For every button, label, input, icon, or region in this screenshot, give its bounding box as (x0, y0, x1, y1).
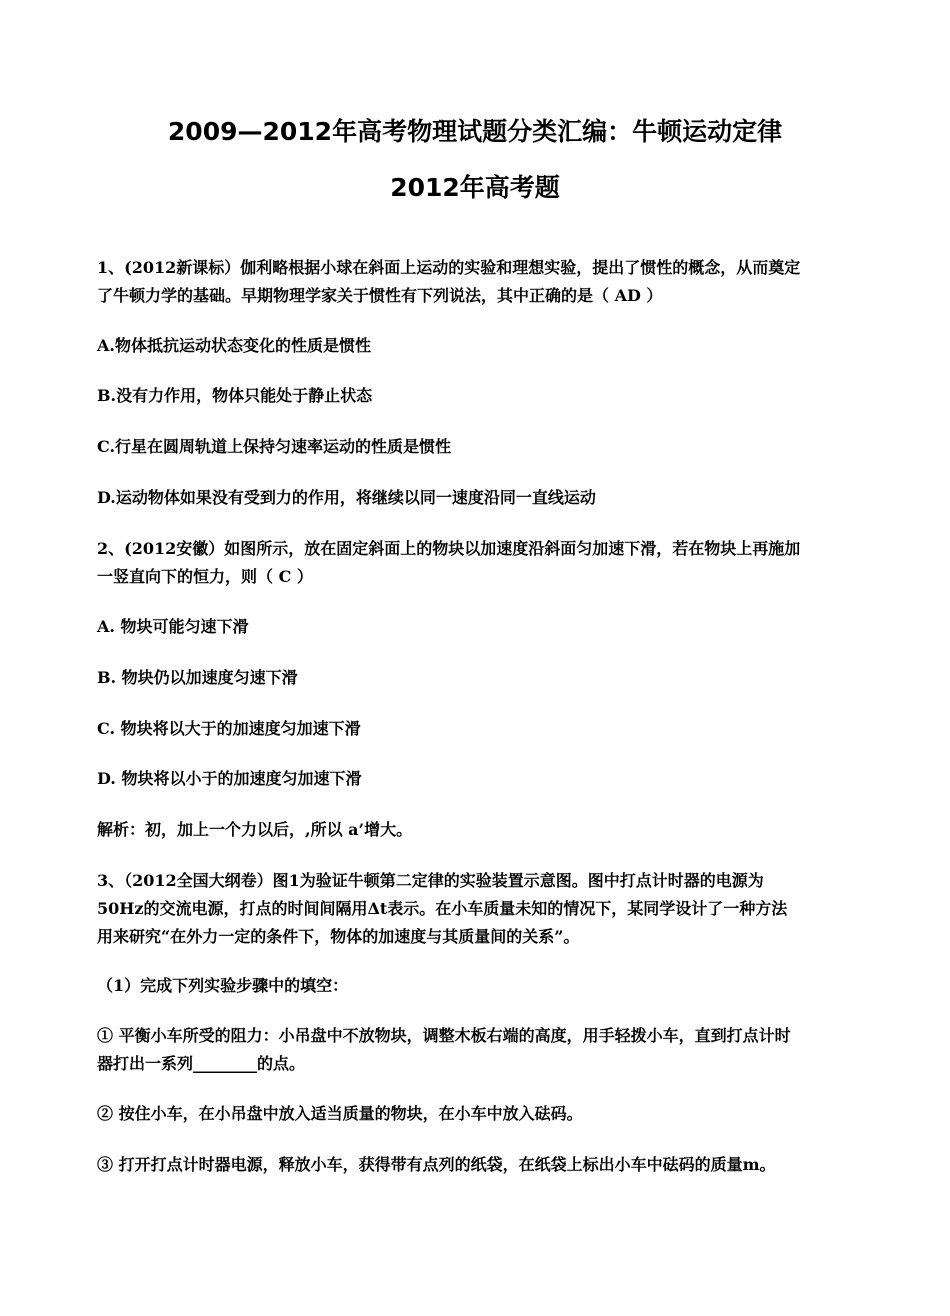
text-line: C.行星在圆周轨道上保持匀速率运动的性质是惯性 (97, 437, 452, 456)
question-3-step-3 (97, 1151, 857, 1179)
question-3-step-2 (97, 1100, 857, 1128)
text-line: B.没有力作用，物体只能处于静止状态 (97, 386, 373, 405)
question-3-step-1 (97, 1022, 857, 1078)
question-1-option-a (97, 332, 857, 360)
question-2-option-d (97, 765, 857, 793)
text-line: 1、(2012新课标）伽利略根据小球在斜面上运动的实验和理想实验，提出了惯性的概念，从而奠定 (97, 258, 801, 277)
question-2-option-b (97, 664, 857, 692)
document-subtitle: 2012年高考题 (390, 173, 560, 202)
question-2-stem (97, 535, 857, 591)
text-line: 解析：初，加上一个力以后，,所以 a’增大。 (97, 820, 413, 839)
question-3-part-1 (97, 972, 857, 1000)
question-1-option-c (97, 433, 857, 461)
question-2-solution (97, 816, 857, 844)
text-line: 50Hz的交流电源，打点的时间间隔用Δt表示。在小车质量未知的情况下，某同学设计了一种方法 (97, 899, 788, 918)
question-1-option-b (97, 382, 857, 410)
text-line: A.物体抵抗运动状态变化的性质是惯性 (97, 336, 371, 355)
text-line: 一竖直向下的恒力，则（ C ） (97, 567, 313, 586)
text-line: 器打出一系列________的点。 (97, 1054, 306, 1073)
text-line: （1）完成下列实验步骤中的填空： (97, 976, 349, 995)
question-1-option-d (97, 484, 857, 512)
question-3-stem (97, 867, 857, 951)
text-line: ② 按住小车，在小吊盘中放入适当质量的物块，在小车中放入砝码。 (97, 1104, 583, 1123)
question-2-option-c (97, 715, 857, 743)
text-line: B. 物块仍以加速度匀速下滑 (97, 668, 298, 687)
text-line: 了牛顿力学的基础。早期物理学家关于惯性有下列说法，其中正确的是（ AD ） (97, 286, 663, 305)
text-line: D. 物块将以小于的加速度匀加速下滑 (97, 769, 362, 788)
text-line: 3、（2012全国大纲卷）图1为验证牛顿第二定律的实验装置示意图。图中打点计时器的电源为 (97, 871, 764, 890)
text-line: D.运动物体如果没有受到力的作用，将继续以同一速度沿同一直线运动 (97, 488, 596, 507)
text-line: ③ 打开打点计时器电源，释放小车，获得带有点列的纸袋，在纸袋上标出小车中砝码的质量m。 (97, 1155, 776, 1174)
text-line: C. 物块将以大于的加速度匀加速下滑 (97, 719, 361, 738)
document-title: 2009—2012年高考物理试题分类汇编：牛顿运动定律 (167, 117, 783, 146)
question-1-stem (97, 254, 857, 310)
text-line: 用来研究“在外力一定的条件下，物体的加速度与其质量间的关系”。 (97, 927, 580, 946)
text-line: 2、(2012安徽）如图所示，放在固定斜面上的物块以加速度沿斜面匀加速下滑，若在物块上再施加 (97, 539, 801, 558)
text-line: A. 物块可能匀速下滑 (97, 617, 249, 636)
text-line: ① 平衡小车所受的阻力：小吊盘中不放物块，调整木板右端的高度，用手轻拨小车，直到打点计时 (97, 1026, 791, 1045)
question-2-option-a (97, 613, 857, 641)
